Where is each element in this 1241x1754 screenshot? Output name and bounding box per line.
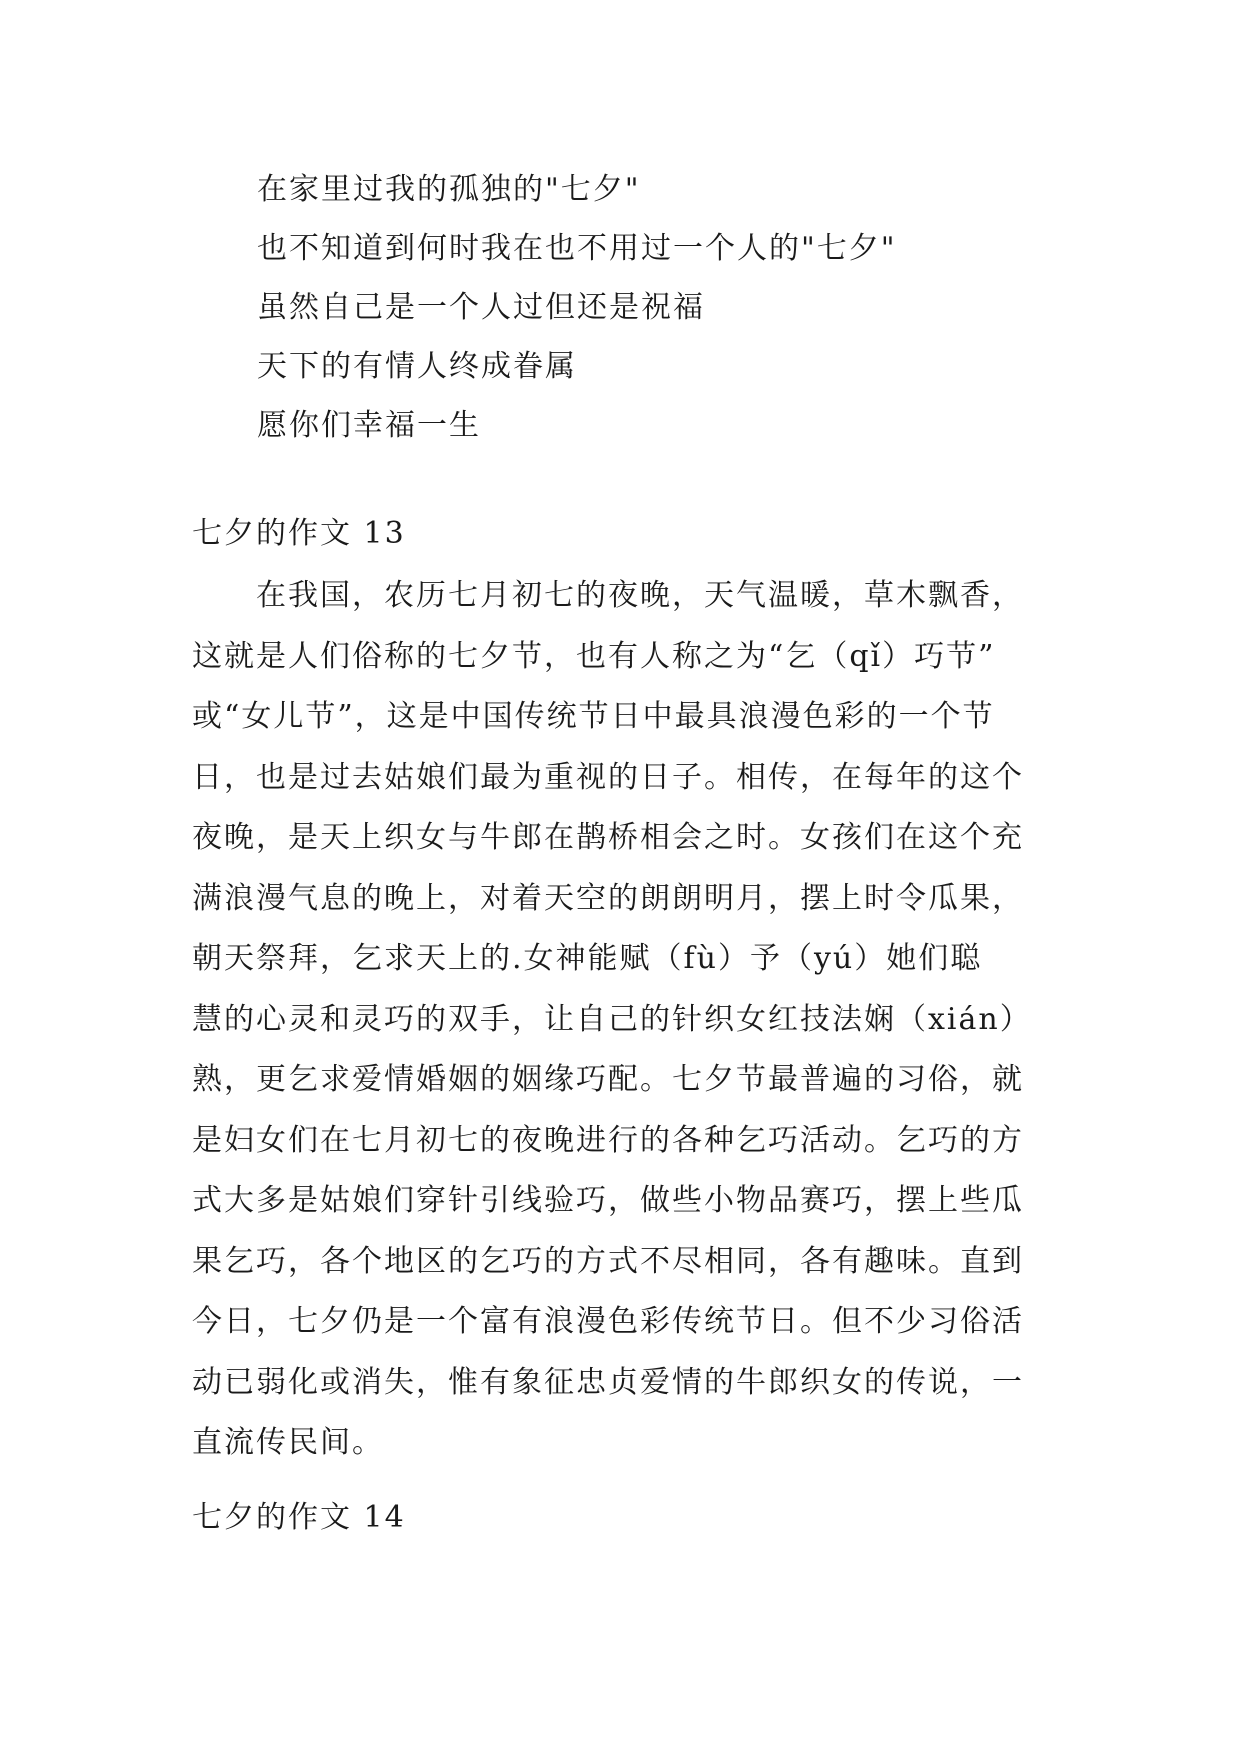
paragraph-line: 动已弱化或消失，惟有象征忠贞爱情的牛郎织女的传说，一 [192, 1364, 1024, 1400]
paragraph-line: 夜晚，是天上织女与牛郎在鹊桥相会之时。女孩们在这个充 [192, 820, 1024, 855]
poem-line: 天下的有情人终成眷属 [257, 349, 577, 384]
paragraph-line: 果乞巧，各个地区的乞巧的方式不尽相同，各有趣味。直到 [192, 1243, 1024, 1279]
paragraph-line: 或“女儿节”，这是中国传统节日中最具浪漫色彩的一个节 [192, 699, 995, 734]
paragraph-line: 满浪漫气息的晚上，对着天空的朗朗明月，摆上时令瓜果， [192, 880, 1024, 916]
section-13-paragraph [192, 566, 1062, 1474]
paragraph-line: 是妇女们在七月初七的夜晚进行的各种乞巧活动。乞巧的方 [192, 1122, 1024, 1158]
paragraph-line: 这就是人们俗称的七夕节，也有人称之为“乞（qǐ）巧节” [192, 638, 996, 674]
section-14-title: 七夕的作文 14 [192, 1500, 406, 1535]
paragraph-line: 慧的心灵和灵巧的双手，让自己的针织女红技法娴（xián） [192, 1001, 1032, 1037]
poem-line: 也不知道到何时我在也不用过一个人的"七夕" [257, 231, 897, 266]
poem-line: 在家里过我的孤独的"七夕" [257, 172, 641, 207]
paragraph-line: 朝天祭拜，乞求天上的.女神能赋（fù）予（yú）她们聪 [192, 941, 983, 976]
poem-block [257, 160, 1157, 455]
poem-line: 虽然自己是一个人过但还是祝福 [257, 290, 705, 325]
paragraph-line: 直流传民间。 [192, 1425, 384, 1460]
paragraph-line: 日，也是过去姑娘们最为重视的日子。相传，在每年的这个 [192, 759, 1024, 795]
paragraph-line: 式大多是姑娘们穿针引线验巧，做些小物品赛巧，摆上些瓜 [192, 1183, 1024, 1218]
paragraph-line: 今日，七夕仍是一个富有浪漫色彩传统节日。但不少习俗活 [192, 1304, 1024, 1339]
paragraph-line: 熟，更乞求爱情婚姻的姻缘巧配。七夕节最普遍的习俗，就 [192, 1062, 1024, 1097]
poem-line: 愿你们幸福一生 [257, 408, 481, 443]
section-13-title: 七夕的作文 13 [192, 516, 406, 551]
paragraph-line: 在我国，农历七月初七的夜晚，天气温暖，草木飘香， [256, 578, 1024, 613]
